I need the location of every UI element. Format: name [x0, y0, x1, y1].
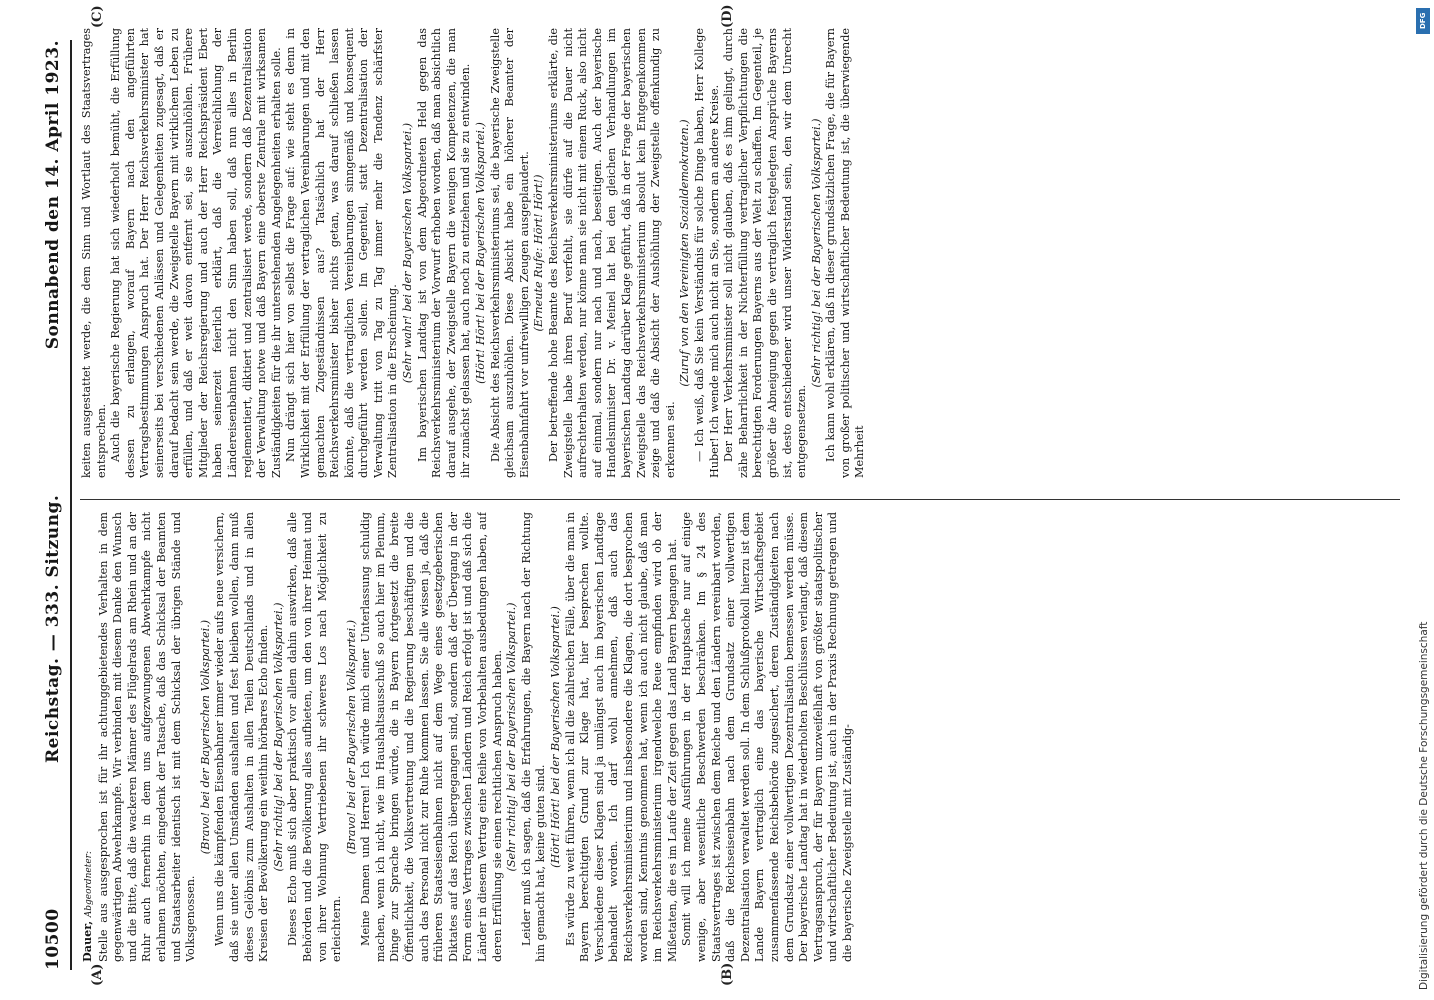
paragraph: Der Herr Verkehrsminister soll nicht glauben, daß es ihm gelingt, durch zähe Beharrlichkeit in der Nichterfüllung vertraglicher Verpflichtungen die berechtigten Forderungen Bayerns aus der Welt zu schaffen. Im Gegenteil, je größer die Abneigung gegen die vertraglich festgelegten Ansprüche Bayerns ist, desto entschiedener wird unser Widerstand sein, den wir dem Unrecht entgegensetzen. [722, 28, 809, 478]
paragraph: Der betreffende hohe Beamte des Reichsverkehrsministeriums erklärte, die Zweigstelle habe ihren Beruf verfehlt, sie dürfe auf die Dauer nicht aufrechterhalten werden, nur könne man sie nicht mit einem Ruck, also nicht auf einmal, sondern nur nach und nach, beseitigen. Auch der bayerische Handelsminister Dr. v. Meinel hat bei den gleichen Verhandlungen im bayerischen Landtag darüber Klage geführt, daß in der Frage der bayerischen Zweigstelle das Reichsverkehrsministerium absolut kein Entgegenkommen zeige und daß die Absicht der Aushöhlung der Zweigstelle offenkundig zu erkennen sei. [547, 28, 677, 478]
paragraph: Die Absicht des Reichsverkehrsministeriums sei, die bayerische Zweigstelle gleichsam auszuhöhlen. Diese Absicht habe ein höherer Beamter der Eisenbahnfahrt vor unfreiwilligen Zeugen ausgeplaudert. [488, 28, 531, 478]
digitization-credit [1414, 10, 1430, 990]
margin-mark-c: (C) [90, 5, 105, 28]
interjection: (Hört! Hört! bei der Bayerischen Volkspartei.) [549, 606, 562, 868]
left-column [80, 512, 1398, 962]
paragraph: Leider muß ich sagen, daß die Erfahrungen, die Bayern nach der Richtung hin gemacht hat, keine guten sind. [519, 512, 548, 962]
credit-text: Digitalisierung gefördert durch die Deutsche Forschungsgemeinschaft [1418, 621, 1430, 990]
interjection: (Erneute Rufe: Hört! Hört!) [532, 174, 546, 332]
interjection: (Bravo! bei der Bayerischen Volkspartei.) [344, 619, 358, 855]
interjection: (Sehr richtig! bei der Bayerischen Volkspartei.) [809, 118, 823, 388]
paragraph: Dieses Echo muß sich aber praktisch vor allem dahin auswirken, daß alle Behörden und die Bevölkerung alles aufbieten, um den von ihrer Heimat und von ihrer Wohnung Vertriebenen ihr schweres Los nach Möglichkeit zu erleichtern. [286, 512, 344, 962]
interjection: (Sehr richtig! bei der Bayerischen Volkspartei.) [271, 602, 285, 872]
speaker-name: Dauer, [80, 920, 94, 962]
paragraph: Somit will ich meine Ausführungen in der Hauptsache nur auf einige wenige, aber wesentliche Beschwerden beschränken. Im § 24 des Staatsvertrages ist zwischen dem Reiche und den Ländern vereinbart worden, daß die Reichseisenbahn nach dem Grundsatz einer vollwertigen Dezentralisation verwaltet werden soll. In dem Schlußprotokoll hierzu ist dem Lande Bayern vertraglich eine das bayerische Wirtschaftsgebiet zusammenfassende Reichsbehörde zugesichert, deren Zuständigkeiten nach dem Grundsatz einer vollwertigen Dezentralisation bemessen werden müsse. Der bayerische Landtag hat in wiederholten Beschlüssen verlangt, daß diesem Vertragsanspruch, der für Bayern unzweifelhaft von größter staatspolitischer und wirtschaftlicher Bedeutung ist, auch in der Praxis Rechnung getragen und die bayerische Zweigstelle mit Zuständig- [680, 512, 854, 962]
paragraph: Meine Damen und Herren! Ich würde mich einer Unterlassung schuldig machen, wenn ich nicht, wie im Haushaltsausschuß so auch hier im Plenum, Dinge zur Sprache bringen würde, die in Bayern fortgesetzt die breite Öffentlichkeit, die Volksvertretung und die Regierung beschäftigen und die auch das Personal nicht zur Ruhe kommen lassen. Sie alle wissen ja, daß die früheren Staatseisenbahnen nicht auf dem Wege eines gesetzgeberischen Diktates auf das Reich übergegangen sind, sondern daß der Übergang in der Form eines Vertrages zwischen Ländern und Reich erfolgt ist und daß sich die Länder in diesem Vertrag eine Reihe von Vorbehalten ausbedungen haben, auf deren Erfüllung sie einen rechtlichen Anspruch haben. [359, 512, 504, 962]
page-number: 10500 [43, 908, 63, 970]
paragraph: keiten ausgestattet werde, die dem Sinn und Wortlaut des Staatsvertrages entsprechen. [80, 28, 108, 478]
speaker-role: Abgeordneter: [84, 851, 94, 918]
interjection: (Sehr wahr! bei der Bayerischen Volkspartei.) [401, 122, 415, 384]
paragraph: Es würde zu weit führen, wenn ich all die zahlreichen Fälle, über die man in Bayern berechtigten Grund zur Klage hat, hier besprechen wollte. Verschiedene dieser Klagen sind ja umlängst auch im bayerischen Landtage behandelt worden. Ich darf wohl annehmen, daß auch das Reichsverkehrsministerium und insbesondere die Klagen, die dort besprochen worden sind, Kenntnis genommen hat, wenn ich auch nicht glaube, daß man im Reichsverkehrsministerium irgendwelche Reue empfinden wird ob der Mißetaten, die es im Laufe der Zeit gegen das Land Bayern begangen hat. [563, 512, 679, 962]
dfg-logo: DFG [1416, 8, 1430, 34]
interjection: (Zuruf von den Vereinigten Sozialdemokraten.) [678, 119, 692, 387]
paragraph: Stelle aus ausgesprochen ist für ihr achtunggebietendes Verhalten in dem gegenwärtigen Abwehrkampfe. Wir verbinden mit diesem Danke den Wunsch und die Bitte, daß die wackeren Männer des Flügelrads am Rhein und an der Ruhr auch fernerhin in dem uns aufgezwungenen Abwehrkampfe nicht erlahmen möchten, eingedenk der Tatsache, daß das Schicksal der Beamten und Staatsarbeiter identisch ist mit dem Schicksal der übrigen Stände und Volksgenossen. [96, 512, 198, 962]
page-header [38, 40, 68, 970]
interjection: (Hört! Hört! bei der Bayerischen Volkspartei.) [474, 122, 488, 384]
paragraph: — Ich weiß, daß Sie kein Verständnis für solche Dinge haben, Herr Kollege Huber! Ich wende mich auch nicht an Sie, sondern an andere Kreise. [692, 28, 721, 478]
paragraph: Ich kann wohl erklären, daß in dieser grundsätzlichen Frage, die für Bayern von großer politischer und wirtschaftlicher Bedeutung ist, die überwiegende Mehrheit [824, 28, 867, 478]
session-title: Reichstag. — 333. Sitzung. [43, 494, 63, 763]
paragraph: Im bayerischen Landtag ist von dem Abgeordneten Held gegen das Reichsverkehrsministerium der Vorwurf erhoben worden, daß man absichtlich darauf ausgehe, der Zweigstelle Bayern die wenigen Kompetenzen, die man ihr zunächst gelassen hat, auch noch zu entziehen und sie zu entwinden. [415, 28, 473, 478]
paragraph: Auch die bayerische Regierung hat sich wiederholt bemüht, die Erfüllung dessen zu erlangen, worauf Bayern nach den angeführten Vertragsbestimmungen Anspruch hat. Der Herr Reichsverkehrsminister hat seinerseits bei verschiedenen Anlässen und Gelegenheiten zugesagt, daß er darauf bedacht sein werde, die Zweigstelle Bayern mit wirklichem Leben zu erfüllen, und daß er weit davon entfernt sei, sie auszuhöhlen. Frühere Mitglieder der Reichsregierung und auch der Herr Reichspräsident Ebert haben seinerzeit feierlich erklärt, daß die Verreichlichung der Ländereisenbahnen nicht den Sinn haben soll, daß nun alles in Berlin reglementiert, diktiert und zentralisiert werde, sondern daß Dezentralisation der Verwaltung notwe und daß Bayern eine oberste Zentrale mit wirksamen Zuständigkeiten für die ihr unterstehenden Angelegenheiten erhalten solle. [109, 28, 283, 478]
interjection: (Bravo! bei der Bayerischen Volkspartei.) [198, 619, 212, 855]
paragraph: Wenn uns die kämpfenden Eisenbahner immer wieder aufs neue versichern, daß sie unter allen Umständen aushalten und fest bleiben wollen, dann muß dieses Gelöbnis zum Aushalten in allen Teilen Deutschlands und in allen Kreisen der Bevölkerung ein weithin hörbares Echo finden. [213, 512, 271, 962]
column-divider [80, 499, 1400, 500]
interjection: (Sehr richtig! bei der Bayerischen Volkspartei.) [505, 602, 519, 872]
margin-mark-a: (A) [90, 963, 105, 986]
paragraph: Nun drängt sich hier von selbst die Frage auf: wie steht es denn in Wirklichkeit mit der Erfüllung der vertraglichen Vereinbarungen und mit den gemachten Zugeständnissen aus? Tatsächlich hat der Herr Reichsverkehrsminister bisher nichts getan, was darauf schließen lassen könnte, daß die vertraglichen Vereinbarungen sinngemäß und konsequent durchgeführt werden sollen. Im Gegenteil, statt Dezentralisation der Verwaltung tritt von Tag zu Tag immer mehr die Tendenz schärfster Zentralisation in die Erscheinung. [284, 28, 400, 478]
right-column [80, 28, 1398, 478]
margin-mark-b: (B) [720, 962, 735, 986]
header-rule [70, 40, 72, 970]
session-date: Sonnabend den 14. April 1923. [43, 40, 63, 350]
speaker-line [80, 512, 97, 962]
margin-mark-d: (D) [720, 4, 735, 28]
